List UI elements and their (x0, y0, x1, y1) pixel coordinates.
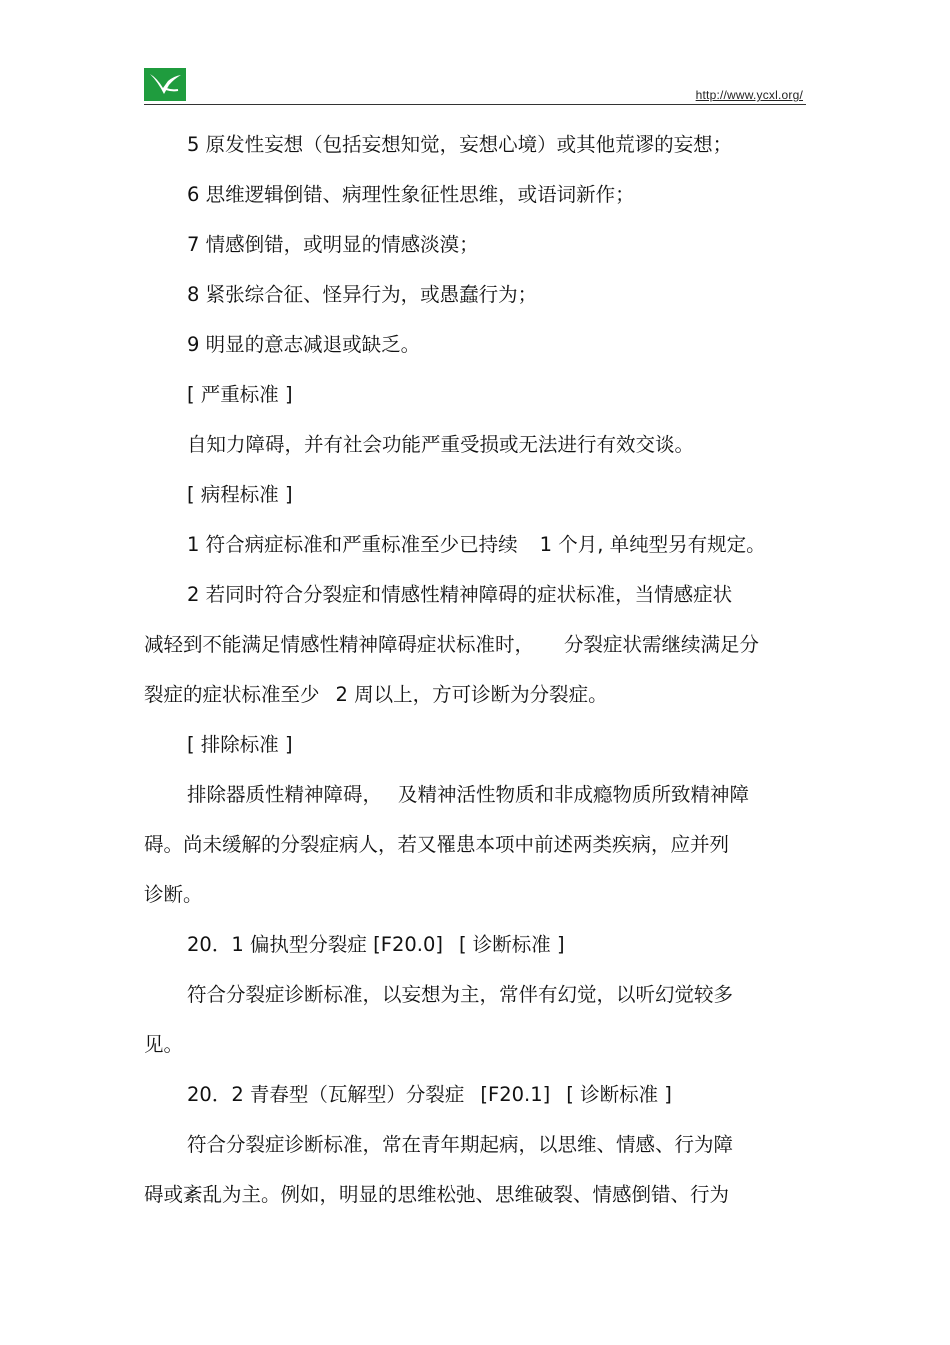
course-item-2-line-3-part-b: 2 周以上，方可诊断为分裂症。 (335, 683, 608, 706)
hebephrenic-type-text-line-1: 符合分裂症诊断标准，常在青年期起病，以思维、情感、行为障 (187, 1133, 734, 1156)
exclusion-heading: [ 排除标准 ] (187, 733, 293, 756)
course-item-1-part-a: 1 符合病症标准和严重标准至少已持续 (187, 533, 518, 556)
paranoid-type-criteria-label: [ 诊断标准 ] (458, 933, 565, 956)
logo-mark-icon (144, 68, 186, 101)
criterion-7: 7 情感倒错，或明显的情感淡漠； (187, 233, 479, 256)
paranoid-type-text-line-2: 见。 (144, 1033, 184, 1056)
course-item-2-line-3-part-a: 裂症的症状标准至少 (144, 683, 320, 706)
hebephrenic-type-text-line-2: 碍或紊乱为主。例如，明显的思维松弛、思维破裂、情感倒错、行为 (144, 1183, 730, 1206)
paranoid-type-title: 20．1 偏执型分裂症 [F20.0] (187, 933, 443, 956)
course-item-2-line-2-part-a: 减轻到不能满足情感性精神障碍症状标准时， (144, 633, 535, 656)
hebephrenic-type-heading (144, 1070, 806, 1120)
criterion-9: 9 明显的意志减退或缺乏。 (187, 333, 421, 356)
criterion-5: 5 原发性妄想（包括妄想知觉，妄想心境）或其他荒谬的妄想； (187, 133, 733, 156)
course-heading: [ 病程标准 ] (187, 483, 293, 506)
hebephrenic-type-code: [F20.1] (480, 1083, 551, 1106)
severity-text: 自知力障碍，并有社会功能严重受损或无法进行有效交谈。 (187, 433, 695, 456)
course-item-1 (144, 520, 806, 570)
hebephrenic-type-criteria-label: [ 诊断标准 ] (566, 1083, 672, 1106)
course-item-1-part-b: 1 个月, 单纯型另有规定。 (539, 533, 766, 556)
paranoid-type-text-line-1: 符合分裂症诊断标准，以妄想为主，常伴有幻觉，以听幻觉较多 (187, 983, 734, 1006)
criterion-6: 6 思维逻辑倒错、病理性象征性思维，或语词新作； (187, 183, 635, 206)
course-item-2-line-2 (144, 620, 806, 670)
document-body (144, 120, 806, 1220)
page-header (0, 0, 950, 110)
header-url-link[interactable]: http://www.ycxl.org/ (695, 88, 803, 102)
hebephrenic-type-title: 20．2 青春型（瓦解型）分裂症 (187, 1083, 465, 1106)
exclusion-line-2: 碍。尚未缓解的分裂症病人，若又罹患本项中前述两类疾病，应并列 (144, 833, 730, 856)
ycxl-logo-icon (144, 68, 186, 101)
course-item-2-line-3 (144, 670, 806, 720)
course-item-2-line-1: 2 若同时符合分裂症和情感性精神障碍的症状标准，当情感症状 (187, 583, 733, 606)
exclusion-line-1-part-b: 及精神活性物质和非成瘾物质所致精神障 (398, 783, 750, 806)
header-divider (144, 104, 806, 105)
exclusion-line-1-part-a: 排除器质性精神障碍， (187, 783, 383, 806)
course-item-2-line-2-part-b: 分裂症状需继续满足分 (564, 633, 760, 656)
exclusion-line-1 (144, 770, 806, 820)
exclusion-line-3: 诊断。 (144, 883, 203, 906)
paranoid-type-heading (144, 920, 806, 970)
severity-heading: [ 严重标准 ] (187, 383, 293, 406)
criterion-8: 8 紧张综合征、怪异行为，或愚蠢行为； (187, 283, 538, 306)
